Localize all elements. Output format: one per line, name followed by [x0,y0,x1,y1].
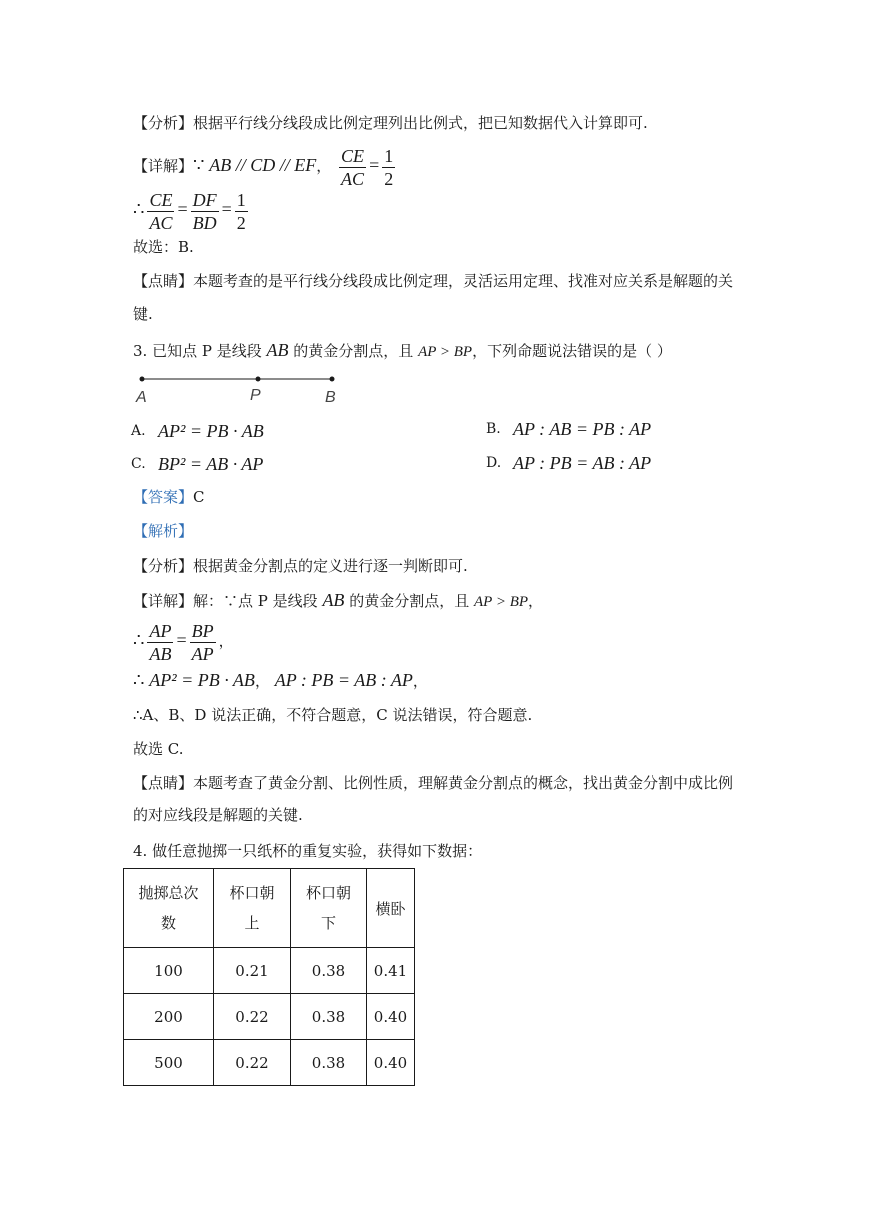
table-header-row [124,869,415,948]
table-cell: 0.22 [214,994,291,1040]
stem-mid: 的黄金分割点，且 [293,342,414,360]
q2-comment [133,270,733,292]
q3-solution-label: 【解析】 [133,522,194,540]
q3-comment [133,772,733,794]
numerator: CE [341,145,365,166]
option-d-letter: D. [486,455,502,471]
because-symbol: ∵ [193,155,205,175]
equation-1: AP² = PB · AB [149,670,255,690]
option-b-letter: B. [486,421,501,437]
point-a [140,377,145,382]
fraction-one-half [382,145,395,190]
table-cell: 0.22 [214,1040,291,1086]
analysis-text: 根据平行线分线段成比例定理列出比例式，把已知数据代入计算即可. [193,114,648,132]
numerator: BP [191,620,214,641]
fraction-ce-ac [147,189,174,234]
q3-detail [133,589,543,613]
option-b-expr: AP : AB = PB : AP [513,419,652,439]
q3-stem [133,339,672,363]
option-d-expr: AP : PB = AB : AP [513,453,652,473]
option-a-expr: AP² = PB · AB [158,421,264,441]
comment-text: 本题考查的是平行线分线段成比例定理，灵活运用定理、找准对应关系是解题的关 [193,272,734,290]
q3-choice: 故选 C. [133,740,184,758]
q2-comment-end: 键. [133,305,153,323]
comment-label: 【点睛】 [133,774,194,792]
option-c-expr: BP² = AB · AP [158,454,264,474]
denominator: AP [191,643,214,664]
q3-ratio: ∴ $\frac{AP}{AB}$ = $\frac{BP}{AP}$ ， [133,620,234,664]
fraction-ce-ac [339,145,366,190]
q3-conclusion: ∴A、B、D 说法正确，不符合题意，C 说法错误，符合题意. [133,706,533,724]
q2-detail: 【详解】∵ AB // CD // EF， $\frac{CE}{AC}$ = $\frac{1}{2}$ [133,145,394,189]
q4-stem: 4. 做任意抛掷一只纸杯的重复实验，获得如下数据： [133,842,483,860]
detail-label: 【详解】 [133,592,194,610]
table-cell: 0.38 [291,994,367,1040]
stem-suffix: ，下列命题说法错误的是（ ） [472,342,672,360]
header-text: 下 [320,914,336,932]
fraction-one-half [235,189,248,234]
table-row [124,948,415,994]
denominator: 2 [236,212,246,233]
table-cell: 100 [124,948,214,994]
parallel-expression: AB // CD // EF [209,155,317,175]
segment-figure [130,368,350,408]
header-text: 杯口朝 [229,884,275,902]
numerator: AP [149,620,172,641]
fraction-df-bd [191,189,219,234]
detail-mid: 的黄金分割点，且 [349,592,470,610]
point-b [330,377,335,382]
header-text: 杯口朝 [305,884,351,902]
stem-prefix: 3. 已知点 P 是线段 [133,342,262,360]
q2-choice: 故选：B. [133,238,194,256]
option-c-letter: C. [131,456,146,472]
table-cell: 0.40 [367,994,415,1040]
q3-answer [133,486,205,508]
denominator: AC [341,168,365,189]
analysis-label: 【分析】 [133,557,194,575]
header-side: 横卧 [367,869,415,948]
denominator: BD [192,212,217,233]
denominator: AB [149,643,172,664]
answer-value: C [193,488,205,506]
therefore-symbol: ∴ [133,199,145,219]
table-cell: 0.41 [367,948,415,994]
numerator: DF [192,189,217,210]
q2-therefore: ∴ $\frac{CE}{AC}$ = $\frac{DF}{BD}$ = $\frac{1}{2}$ [133,189,246,233]
numerator: 1 [384,145,394,166]
analysis-text: 根据黄金分割点的定义进行逐一判断即可. [193,557,468,575]
table-cell: 200 [124,994,214,1040]
header-text: 抛掷总次 [138,884,199,902]
header-text: 数 [160,914,176,932]
table-cell: 0.21 [214,948,291,994]
table-row [124,994,415,1040]
label-b: B [325,389,336,406]
label-a: A [136,389,147,406]
header-down [291,869,367,948]
table-cell: 0.40 [367,1040,415,1086]
comment-label: 【点睛】 [133,272,194,290]
fraction-ap-ab [147,620,173,665]
stem-segment: AB [266,340,289,360]
detail-segment: AB [322,590,345,610]
answer-label: 【答案】 [133,488,194,506]
label-p: P [250,387,261,404]
q3-analysis [133,555,468,577]
denominator: AC [149,212,173,233]
stem-condition: AP > BP [418,344,473,360]
header-up [214,869,291,948]
comma: ， [316,157,332,175]
detail-prefix: 解：∵点 P 是线段 [193,592,318,610]
point-p [256,377,261,382]
therefore-symbol: ∴ [133,630,145,650]
table-cell: 0.38 [291,1040,367,1086]
table-row [124,1040,415,1086]
q3-comment-end: 的对应线段是解题的关键. [133,806,303,824]
fraction-bp-ap [190,620,216,665]
header-text: 上 [244,914,260,932]
denominator: 2 [384,168,394,189]
numerator: 1 [236,189,246,210]
option-a-letter: A. [131,423,146,439]
detail-condition: AP > BP [474,594,529,610]
header-total [124,869,214,948]
q2-analysis [133,112,648,134]
analysis-label: 【分析】 [133,114,194,132]
table-cell: 0.38 [291,948,367,994]
therefore-symbol: ∴ [133,670,145,690]
numerator: CE [149,189,173,210]
table-cell: 500 [124,1040,214,1086]
q3-equations: ∴ AP² = PB · AB， AP : PB = AB : AP， [133,670,428,690]
detail-suffix: ， [528,592,544,610]
equation-2: AP : PB = AB : AP [274,670,413,690]
comment-text: 本题考查了黄金分割、比例性质，理解黄金分割点的概念，找出黄金分割中成比例 [193,774,734,792]
detail-label: 【详解】 [133,157,194,175]
data-table [123,868,415,1086]
